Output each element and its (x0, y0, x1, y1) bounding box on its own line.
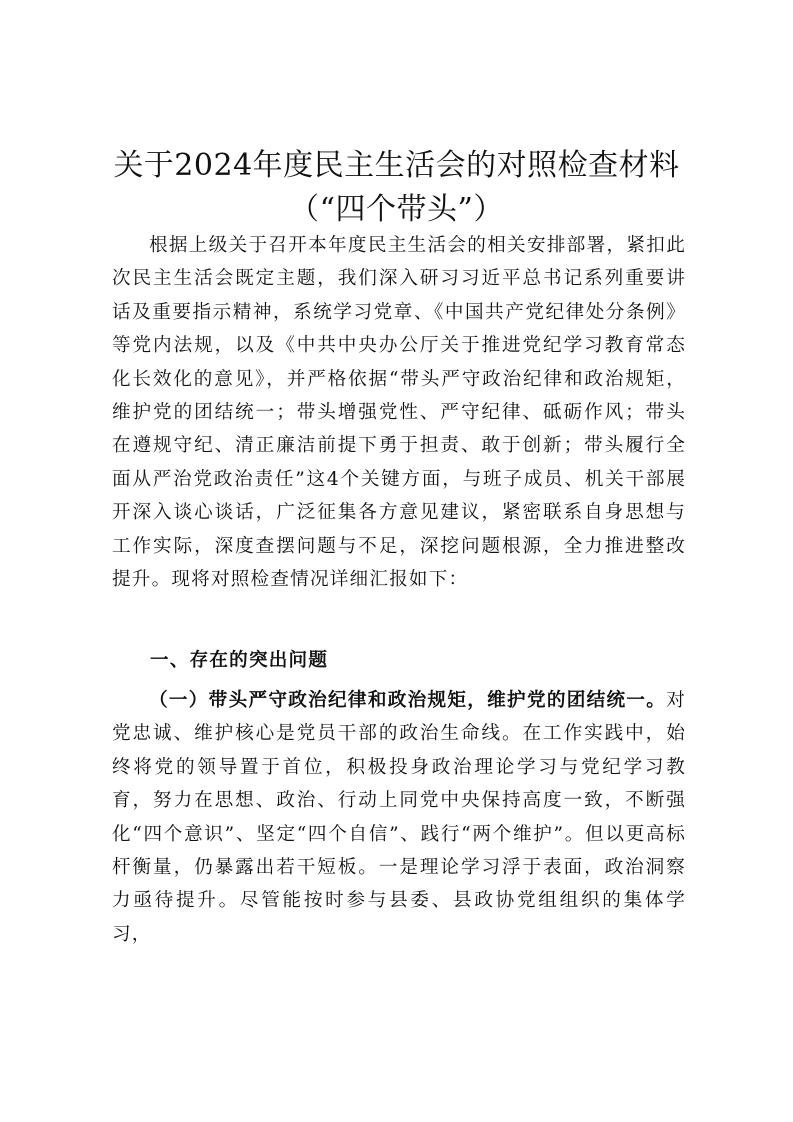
subsection-heading: （一）带头严守政治纪律和政治规矩，维护党的团结统一。 (149, 690, 667, 711)
subsection-paragraph (112, 684, 686, 951)
document-title: 关于2024年度民主生活会的对照检查材料 (113, 148, 680, 183)
subsection-body: 对党忠诚、维护核心是党员干部的政治生命线。在工作实践中，始终将党的领导置于首位，积极投身政治理论学习与党纪学习教育，努力在思想、政治、行动上同党中央保持高度一致，不断强化“四个意识”、坚定“四个自信”、践行“两个维护”。但以更高标杆衡量，仍暴露出若干短板。一是理论学习浮于表面，政治洞察力亟待提升。尽管能按时参与县委、县政协党组组织的集体学习， (112, 690, 686, 945)
section-heading: 一、存在的突出问题 (150, 650, 329, 671)
intro-paragraph: 根据上级关于召开本年度民主生活会的相关安排部署，紧扣此次民主生活会既定主题，我们深入研习习近平总书记系列重要讲话及重要指示精神，系统学习党章、《中国共产党纪律处分条例》等党内法规，以及《中共中央办公厅关于推进党纪学习教育常态化长效化的意见》，并严格依据“带头严守政治纪律和政治规矩，维护党的团结统一；带头增强党性、严守纪律、砥砺作风；带头在遵规守纪、清正廉洁前提下勇于担责、敢于创新；带头履行全面从严治党政治责任”这4个关键方面，与班子成员、机关干部展开深入谈心谈话，广泛征集各方意见建议，紧密联系自身思想与工作实际，深度查摆问题与不足，深挖问题根源，全力推进整改提升。现将对照检查情况详细汇报如下： (112, 235, 686, 591)
document-subtitle: （“四个带头”） (289, 192, 504, 227)
